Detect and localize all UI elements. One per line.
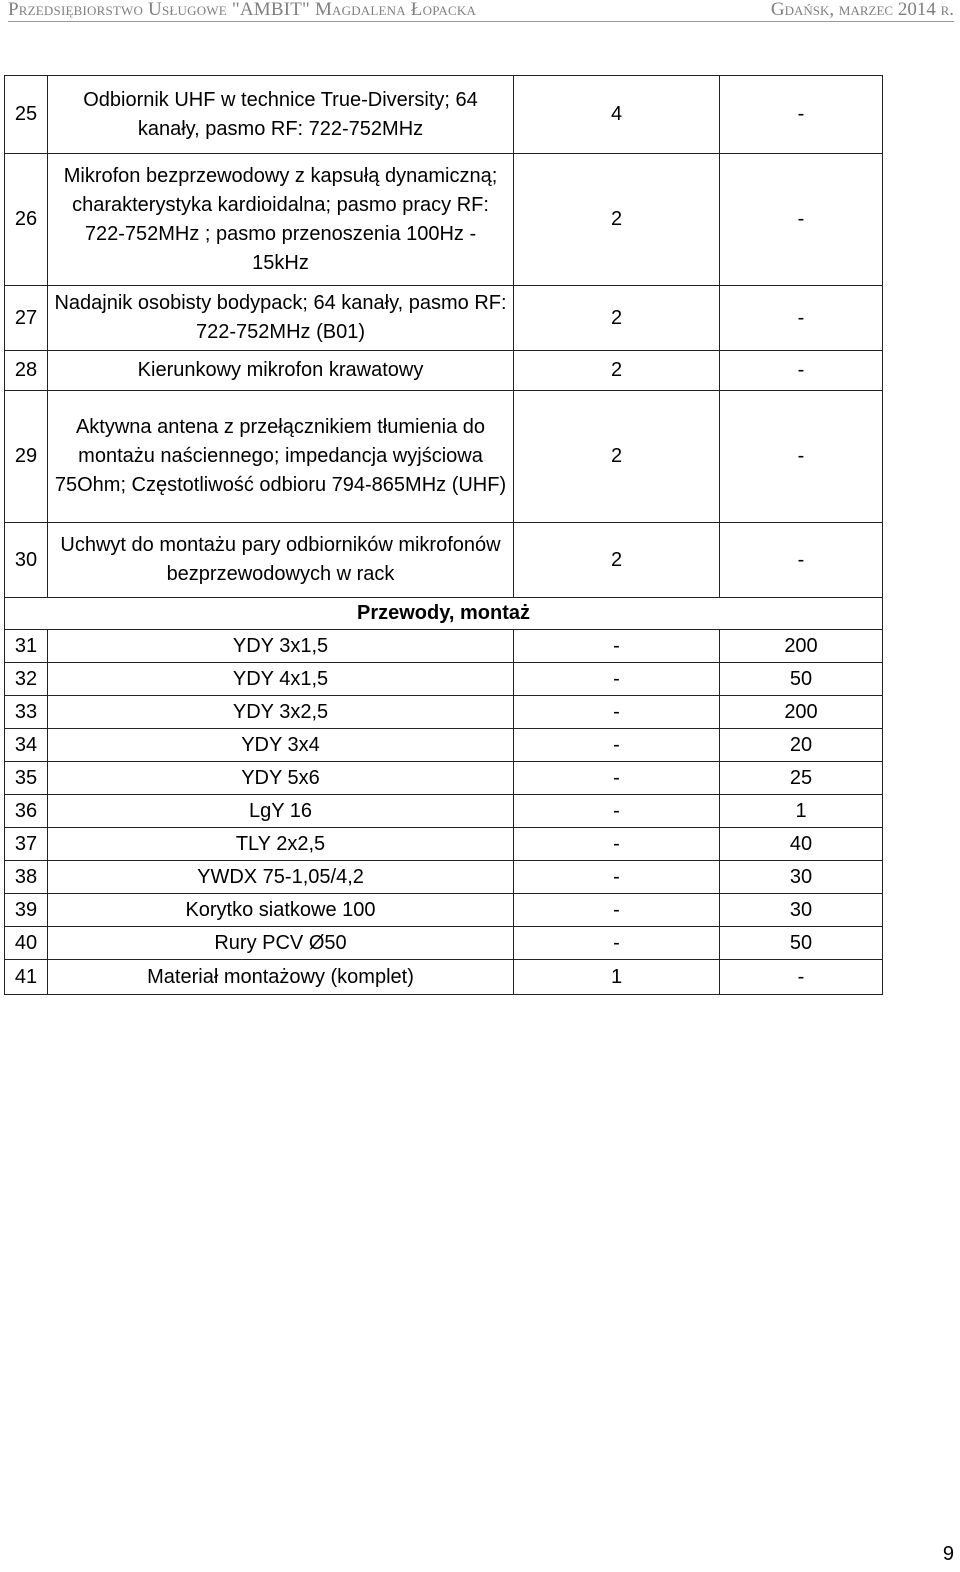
company-name: Przedsiębiorstwo Usługowe "AMBIT" Magdalena Łopacka — [8, 0, 477, 20]
row-41-qty-b: - — [719, 959, 883, 995]
row-30-no: 30 — [4, 522, 48, 598]
row-26-no: 26 — [4, 153, 48, 286]
row-38-qty-b: 30 — [719, 860, 883, 894]
row-26-qty-a: 2 — [513, 153, 720, 286]
row-33-desc: YDY 3x2,5 — [47, 695, 514, 729]
row-36-desc: LgY 16 — [47, 794, 514, 828]
row-36-no: 36 — [4, 794, 48, 828]
row-39-qty-b: 30 — [719, 893, 883, 927]
row-32-qty-b: 50 — [719, 662, 883, 696]
row-37-no: 37 — [4, 827, 48, 861]
page-number: 9 — [942, 1543, 954, 1565]
row-31-qty-a: - — [513, 629, 720, 663]
row-31-no: 31 — [4, 629, 48, 663]
row-35-no: 35 — [4, 761, 48, 795]
page-header — [8, 0, 954, 22]
row-28-qty-b: - — [719, 350, 883, 391]
row-37-qty-b: 40 — [719, 827, 883, 861]
row-41-no: 41 — [4, 959, 48, 995]
row-39-qty-a: - — [513, 893, 720, 927]
row-27-desc: Nadajnik osobisty bodypack; 64 kanały, pasmo RF: 722-752MHz (B01) — [47, 285, 514, 351]
row-39-desc: Korytko siatkowe 100 — [47, 893, 514, 927]
row-34-qty-b: 20 — [719, 728, 883, 762]
row-25-no: 25 — [4, 75, 48, 154]
row-25-qty-a: 4 — [513, 75, 720, 154]
row-30-qty-a: 2 — [513, 522, 720, 598]
row-41-qty-a: 1 — [513, 959, 720, 995]
row-25-qty-b: - — [719, 75, 883, 154]
row-41-desc: Materiał montażowy (komplet) — [47, 959, 514, 995]
row-26-qty-b: - — [719, 153, 883, 286]
row-32-qty-a: - — [513, 662, 720, 696]
row-26-desc: Mikrofon bezprzewodowy z kapsułą dynamiczną; charakterystyka kardioidalna; pasmo pracy RF: 722-752MHz ; pasmo przenoszenia 100Hz - 15kHz — [47, 153, 514, 286]
row-29-qty-b: - — [719, 390, 883, 523]
row-36-qty-b: 1 — [719, 794, 883, 828]
row-28-no: 28 — [4, 350, 48, 391]
row-40-qty-a: - — [513, 926, 720, 960]
row-35-desc: YDY 5x6 — [47, 761, 514, 795]
row-40-qty-b: 50 — [719, 926, 883, 960]
row-37-qty-a: - — [513, 827, 720, 861]
row-28-qty-a: 2 — [513, 350, 720, 391]
row-34-qty-a: - — [513, 728, 720, 762]
row-27-qty-b: - — [719, 285, 883, 351]
row-34-desc: YDY 3x4 — [47, 728, 514, 762]
row-28-desc: Kierunkowy mikrofon krawatowy — [47, 350, 514, 391]
row-32-no: 32 — [4, 662, 48, 696]
row-40-desc: Rury PCV Ø50 — [47, 926, 514, 960]
row-39-no: 39 — [4, 893, 48, 927]
row-33-no: 33 — [4, 695, 48, 729]
row-35-qty-b: 25 — [719, 761, 883, 795]
row-30-qty-b: - — [719, 522, 883, 598]
row-27-no: 27 — [4, 285, 48, 351]
row-38-desc: YWDX 75-1,05/4,2 — [47, 860, 514, 894]
row-33-qty-b: 200 — [719, 695, 883, 729]
row-29-desc: Aktywna antena z przełącznikiem tłumienia do montażu naściennego; impedancja wyjściowa 75Ohm; Częstotliwość odbioru 794-865MHz (UHF) — [47, 390, 514, 523]
section-title: Przewody, montaż — [4, 597, 883, 630]
row-34-no: 34 — [4, 728, 48, 762]
row-37-desc: TLY 2x2,5 — [47, 827, 514, 861]
row-29-no: 29 — [4, 390, 48, 523]
row-33-qty-a: - — [513, 695, 720, 729]
row-40-no: 40 — [4, 926, 48, 960]
row-27-qty-a: 2 — [513, 285, 720, 351]
row-38-no: 38 — [4, 860, 48, 894]
row-38-qty-a: - — [513, 860, 720, 894]
row-35-qty-a: - — [513, 761, 720, 795]
row-25-desc: Odbiornik UHF w technice True-Diversity; 64 kanały, pasmo RF: 722-752MHz — [47, 75, 514, 154]
row-31-qty-b: 200 — [719, 629, 883, 663]
header-divider — [8, 21, 954, 22]
row-32-desc: YDY 4x1,5 — [47, 662, 514, 696]
row-31-desc: YDY 3x1,5 — [47, 629, 514, 663]
row-36-qty-a: - — [513, 794, 720, 828]
row-29-qty-a: 2 — [513, 390, 720, 523]
row-30-desc: Uchwyt do montażu pary odbiorników mikrofonów bezprzewodowych w rack — [47, 522, 514, 598]
place-date: Gdańsk, marzec 2014 r. — [770, 0, 954, 20]
